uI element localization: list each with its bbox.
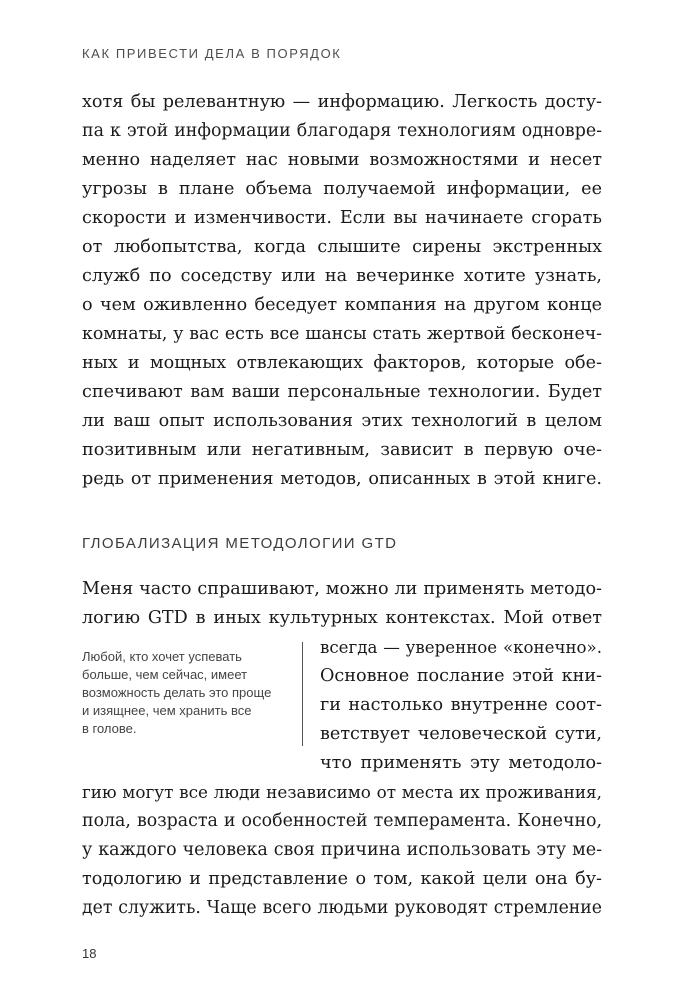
- body-line: о чем оживленно беседует компания на другом конце: [82, 295, 602, 315]
- body-line: от любопытства, когда слышите сирены экстренных: [82, 237, 602, 257]
- running-head: КАК ПРИВЕСТИ ДЕЛА В ПОРЯДОК: [82, 46, 342, 61]
- body-line: пола, возраста и особенностей темперамента. Конечно,: [82, 811, 602, 831]
- pull-quote: [82, 648, 297, 738]
- body-line: скорости и изменчивости. Если вы начинаете сгорать: [82, 208, 602, 228]
- body-line: менно наделяет нас новыми возможностями и несет: [82, 150, 602, 170]
- body-line: позитивным или негативным, зависит в первую оче-: [82, 440, 602, 460]
- pull-quote-line: Любой, кто хочет успевать: [82, 649, 242, 664]
- body-line: логию GTD в иных культурных контекстах. Мой ответ: [82, 608, 602, 628]
- body-line: ветствует человеческой сути,: [320, 724, 602, 744]
- body-line: тодологию и представление о том, какой цели она бу-: [82, 869, 602, 889]
- body-line: служб по соседству или на вечеринке хотите узнать,: [82, 266, 602, 286]
- body-line: дет служить. Чаще всего людьми руководят стремление: [82, 898, 602, 918]
- section-heading: ГЛОБАЛИЗАЦИЯ МЕТОДОЛОГИИ GTD: [82, 535, 398, 552]
- body-line: спечивают вам ваши персональные технологии. Будет: [82, 382, 602, 402]
- pull-quote-line: возможность делать это проще: [82, 685, 272, 700]
- body-line: Основное послание этой кни-: [320, 666, 602, 686]
- pull-quote-line: в голове.: [82, 721, 137, 736]
- body-line: у каждого человека своя причина использовать эту ме-: [82, 840, 602, 860]
- pull-quote-line: и изящнее, чем хранить все: [82, 703, 252, 718]
- page-number: 18: [82, 946, 97, 961]
- body-line: ных и мощных отвлекающих факторов, которые обе-: [82, 353, 602, 373]
- body-line: что применять эту методоло-: [320, 753, 602, 773]
- body-line: ли ваш опыт использования этих технологий в целом: [82, 411, 602, 431]
- body-line: Меня часто спрашивают, можно ли применять методо-: [82, 579, 602, 599]
- body-line: угрозы в плане объема получаемой информации, ее: [82, 179, 602, 199]
- body-line: ги настолько внутренне соот-: [320, 695, 602, 715]
- pull-quote-divider: [302, 642, 303, 746]
- body-line: редь от применения методов, описанных в этой книге.: [82, 469, 602, 489]
- body-line: па к этой информации благодаря технологиям одновре-: [82, 121, 602, 141]
- body-line: хотя бы релевантную — информацию. Легкость досту-: [82, 92, 602, 112]
- body-line: всегда — уверенное «конечно».: [320, 638, 602, 657]
- pull-quote-line: больше, чем сейчас, имеет: [82, 667, 248, 682]
- body-line: гию могут все люди независимо от места их проживания,: [82, 782, 602, 802]
- body-line: комнаты, у вас есть все шансы стать жертвой бесконеч-: [82, 324, 602, 344]
